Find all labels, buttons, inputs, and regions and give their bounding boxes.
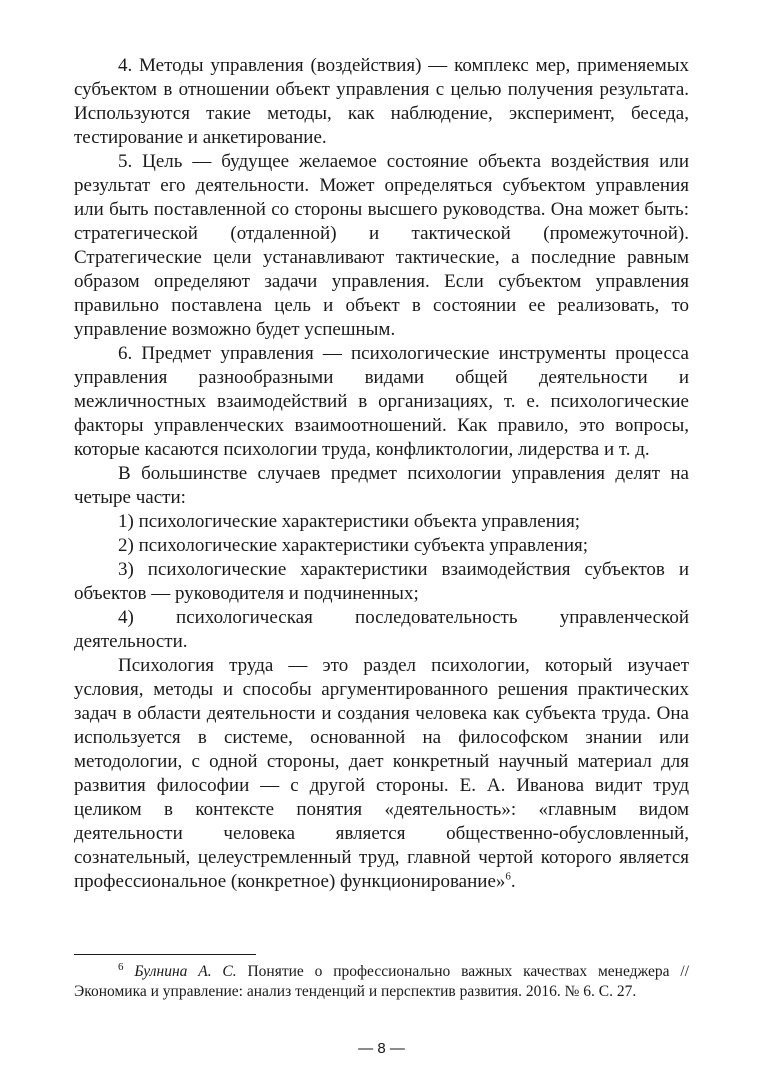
footnote-divider (74, 954, 256, 955)
list-item: 1) психологические характеристики объекта управления; (118, 511, 581, 532)
paragraph-goal: 5. Цель — будущее желаемое состояние объекта воздействия или результат его деятельности. Может определяться субъектом управления или быть поставленной со стороны высшего руководства. Она может быть: стратегической (отдаленной) и тактической (промежуточной). Стратегические цели устанавливают тактические, а последние равным образом определяют задачи управления. Если субъектом управления правильно поставлена цель и объект в состоянии ее реализовать, то управление возможно будет успешным. (74, 151, 689, 340)
footnote-author: Булнина А. С. (134, 963, 237, 980)
page-body (74, 54, 689, 894)
footnote-text: Понятие о профессионально важных качествах менеджера // Экономика и управление: анализ тенденций и перспектив развития. 2016. № 6. С. 27. (74, 963, 689, 1000)
footnote-number: 6 (118, 960, 124, 973)
list-item: 2) психологические характеристики субъекта управления; (118, 535, 589, 556)
paragraph-labor-psychology: Психология труда — это раздел психологии, который изучает условия, методы и способы аргументированного решения практических задач в области деятельности и создания человека как субъекта труда. Она используется в системе, основанной на философском знании или методологии, с одной стороны, дает конкретный научный материал для развития философии — с другой стороны. Е. А. Иванова видит труд целиком в контексте понятия «деятельность»: «главным видом деятельности человека является общественно-обусловленный, сознательный, целеустремленный труд, главной чертой которого является профессиональное (конкретное) функционирование»$^6$. (74, 655, 689, 892)
footnote-reference[interactable]: 6 (505, 870, 511, 883)
paragraph-labor-psychology-text: Психология труда — это раздел психологии, который изучает условия, методы и способы аргументированного решения практических задач в области деятельности и создания человека как субъекта труда. Она используется в системе, основанной на философском знании или методологии, с одной стороны, дает конкретный научный материал для развития философии — с другой стороны. Е. А. Иванова видит труд целиком в контексте понятия «деятельность»: «главным видом деятельности человека является общественно-обусловленный, сознательный, целеустремленный труд, главной чертой которого является профессиональное (конкретное) функционирование» (74, 655, 689, 892)
paragraph-methods: 4. Методы управления (воздействия) — комплекс мер, применяемых субъектом в отношении объект управления с целью получения результата. Используются такие методы, как наблюдение, эксперимент, беседа, тестирование и анкетирование. (74, 55, 689, 148)
list-item: 3) психологические характеристики взаимодействия субъектов и объектов — руководителя и подчиненных; (74, 559, 689, 604)
list-item: 4) психологическая последовательность управленческой деятельности. (74, 607, 689, 652)
paragraph-four-parts-intro: В большинстве случаев предмет психологии управления делят на четыре части: (74, 463, 689, 508)
page-number: — 8 — (358, 1040, 405, 1057)
paragraph-subject-of-management: 6. Предмет управления — психологические инструменты процесса управления разнообразными видами общей деятельности и межличностных взаимодействий в организациях, т. е. психологические факторы управленческих взаимоотношений. Как правило, это вопросы, которые касаются психологии труда, конфликтологии, лидерства и т. д. (74, 343, 689, 460)
footnote (74, 962, 689, 1002)
